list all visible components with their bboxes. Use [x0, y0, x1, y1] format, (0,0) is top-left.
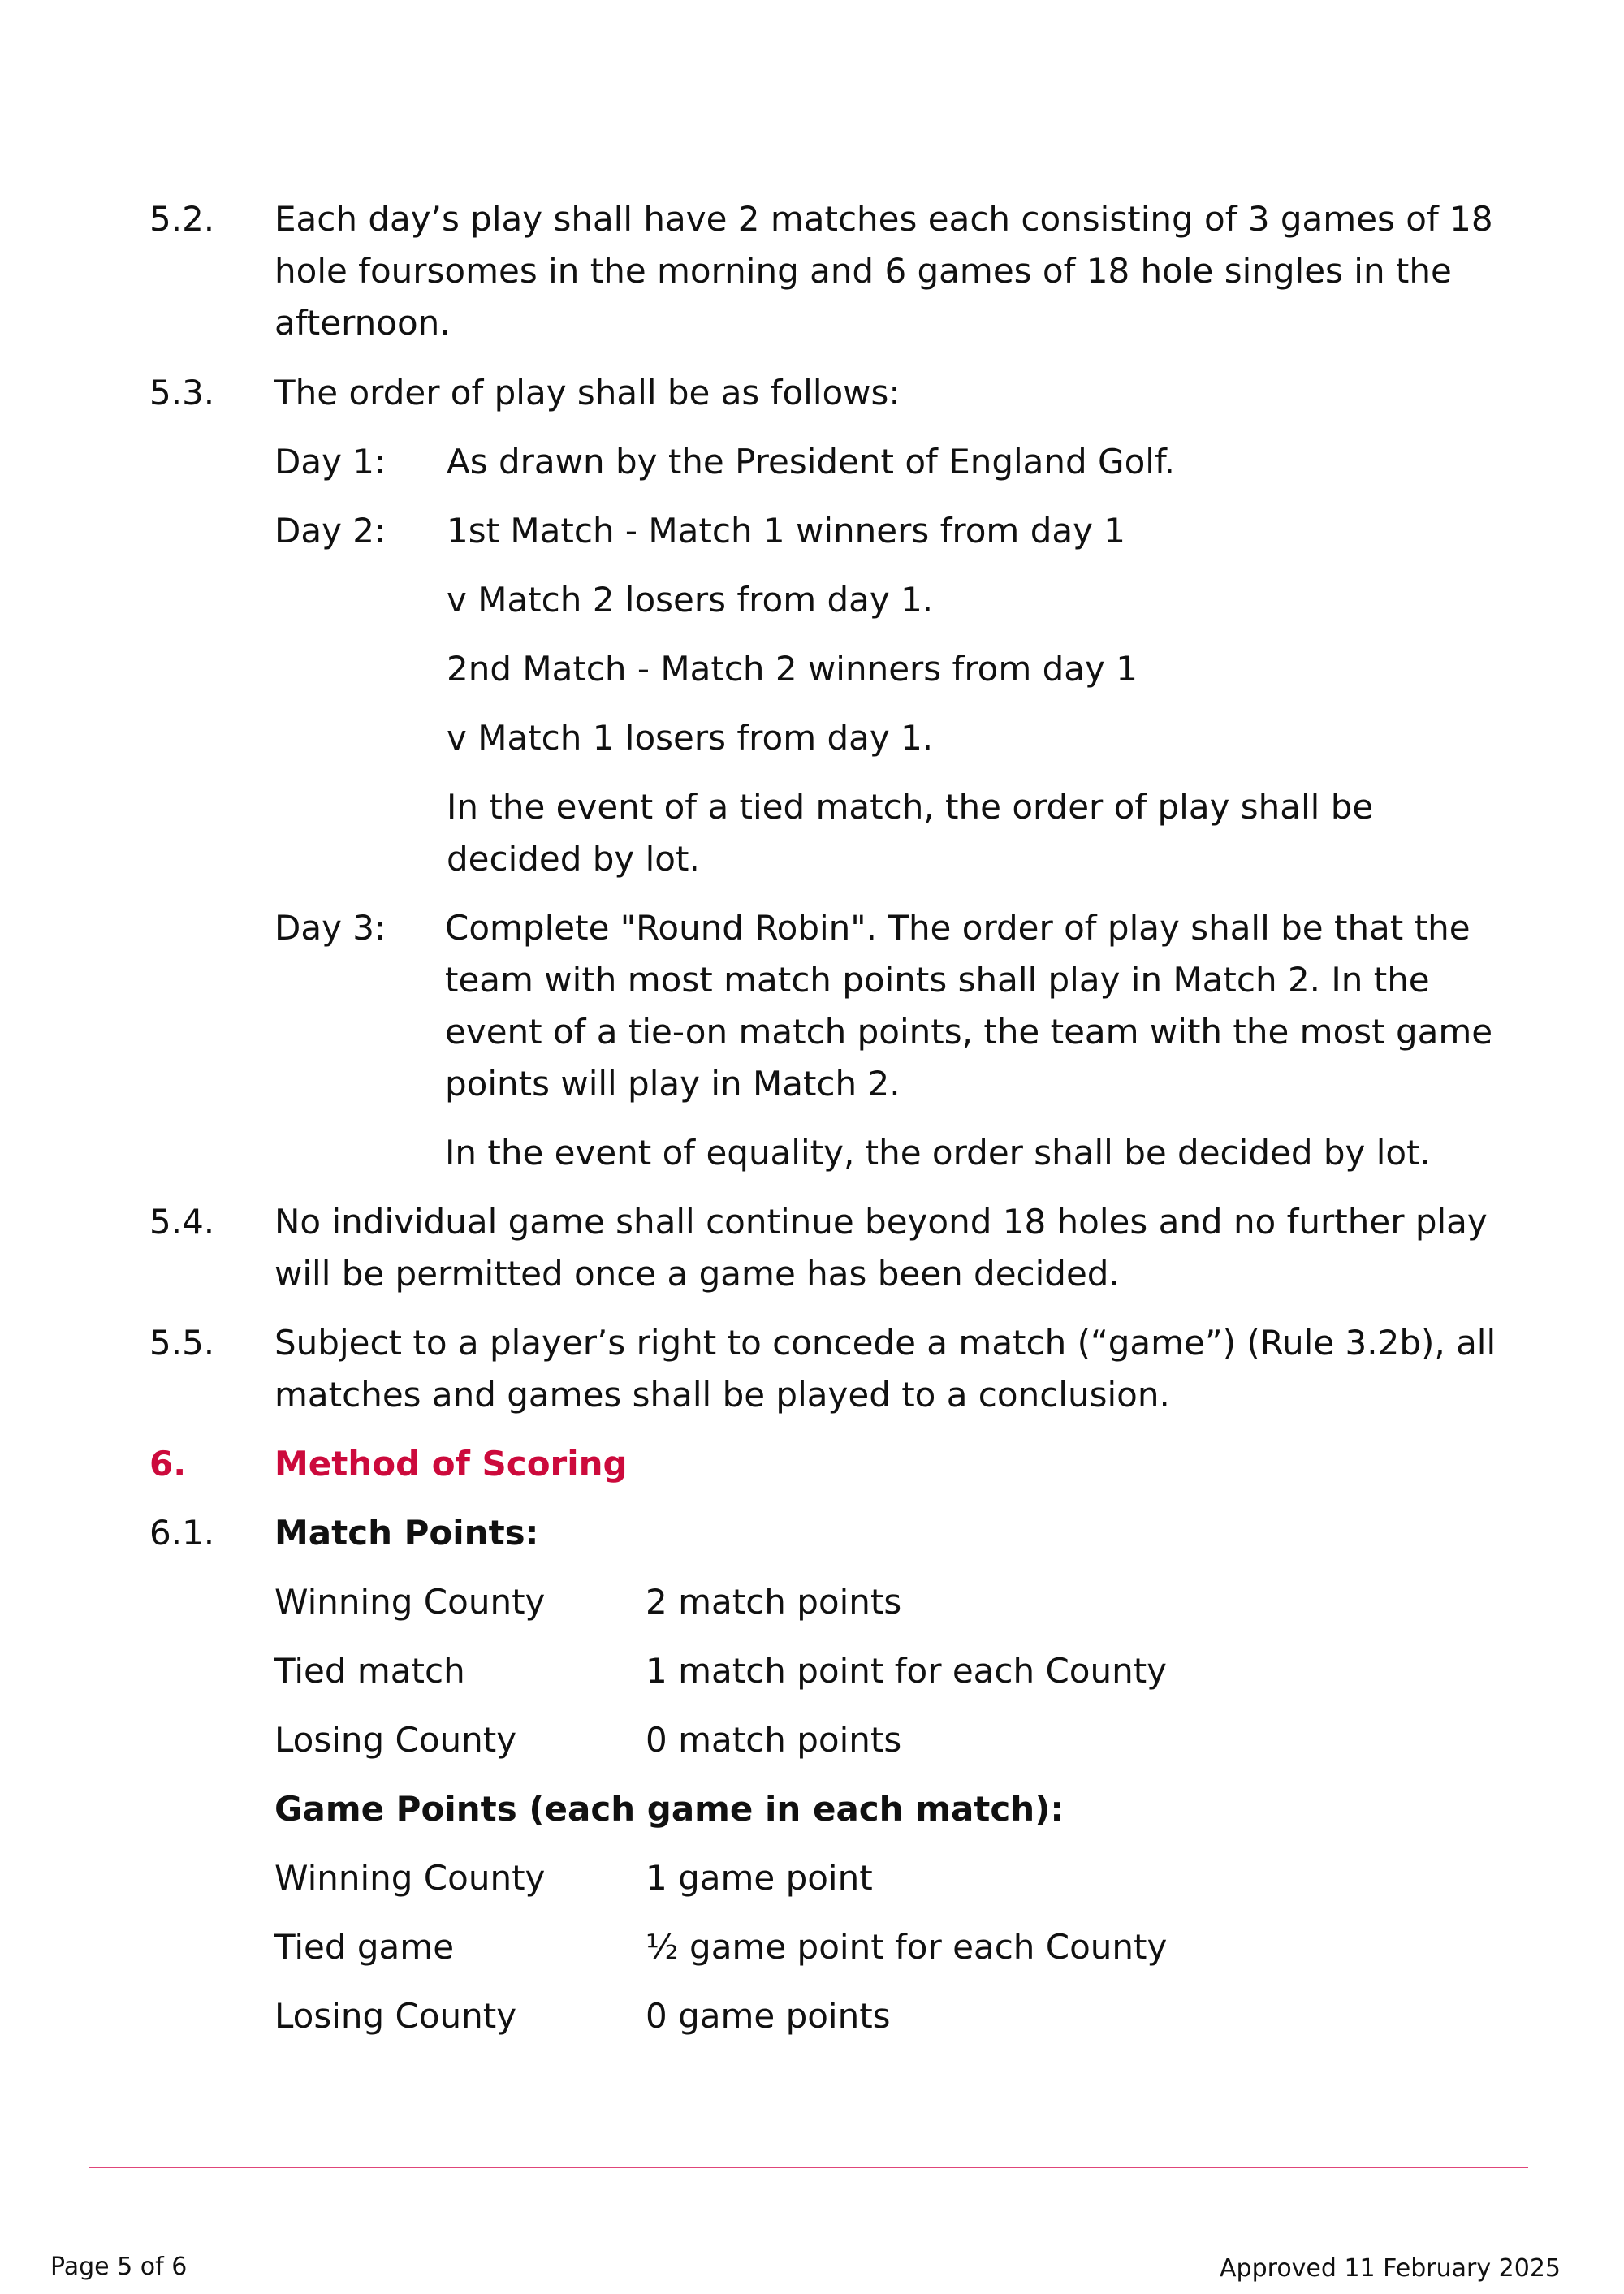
day-2-line-4: v Match 1 losers from day 1. — [447, 718, 934, 758]
section-5-5-line-1: Subject to a player’s right to concede a match (“game”) (Rule 3.2b), all — [274, 1323, 1497, 1363]
match-points-heading: Match Points: — [274, 1513, 539, 1553]
day-1-text: As drawn by the President of England Golf. — [447, 442, 1176, 482]
section-6-heading: Method of Scoring — [274, 1444, 628, 1484]
day-3-line-1: Complete "Round Robin". The order of play shall be that the — [445, 908, 1471, 948]
footer-page-number: Page 5 of 6 — [50, 2253, 188, 2281]
match-row-label: Winning County — [274, 1582, 546, 1622]
section-5-5-line-2: matches and games shall be played to a conclusion. — [274, 1375, 1170, 1415]
game-row-value: ½ game point for each County — [646, 1927, 1168, 1967]
day-1-label: Day 1: — [274, 442, 387, 482]
day-2-line-3: 2nd Match - Match 2 winners from day 1 — [447, 649, 1138, 689]
day-3-equality: In the event of equality, the order shall be decided by lot. — [445, 1133, 1431, 1173]
section-5-3-text: The order of play shall be as follows: — [274, 373, 901, 413]
game-points-heading: Game Points (each game in each match): — [274, 1789, 1065, 1829]
day-2-line-1: 1st Match - Match 1 winners from day 1 — [447, 511, 1126, 551]
day-3-line-3: event of a tie-on match points, the team with the most game — [445, 1012, 1493, 1052]
game-row-label: Tied game — [274, 1927, 455, 1967]
section-number-5-2: 5.2. — [149, 199, 215, 239]
section-5-2-line-1: Each day’s play shall have 2 matches each consisting of 3 games of 18 — [274, 199, 1493, 239]
game-row-value: 1 game point — [646, 1858, 873, 1898]
day-2-label: Day 2: — [274, 511, 387, 551]
match-row-label: Losing County — [274, 1720, 517, 1760]
section-5-4-line-2: will be permitted once a game has been decided. — [274, 1254, 1120, 1294]
section-number-6: 6. — [149, 1444, 187, 1484]
day-2-tie-line-2: decided by lot. — [447, 839, 700, 879]
section-number-5-5: 5.5. — [149, 1323, 215, 1363]
footer-divider — [89, 2167, 1528, 2168]
game-row-label: Winning County — [274, 1858, 546, 1898]
day-3-line-2: team with most match points shall play in Match 2. In the — [445, 960, 1430, 1000]
day-2-line-2: v Match 2 losers from day 1. — [447, 580, 934, 620]
section-number-6-1: 6.1. — [149, 1513, 215, 1553]
match-row-label: Tied match — [274, 1651, 465, 1691]
day-2-tie-line-1: In the event of a tied match, the order of play shall be — [447, 787, 1374, 827]
section-5-2-line-2: hole foursomes in the morning and 6 games of 18 hole singles in the — [274, 251, 1452, 291]
footer-approval-date: Approved 11 February 2025 — [1220, 2254, 1561, 2283]
game-row-value: 0 game points — [646, 1996, 891, 2036]
day-3-line-4: points will play in Match 2. — [445, 1064, 901, 1104]
match-row-value: 1 match point for each County — [646, 1651, 1168, 1691]
section-5-2-line-3: afternoon. — [274, 303, 451, 343]
match-row-value: 2 match points — [646, 1582, 902, 1622]
game-row-label: Losing County — [274, 1996, 517, 2036]
section-number-5-3: 5.3. — [149, 373, 215, 413]
section-5-4-line-1: No individual game shall continue beyond 18 holes and no further play — [274, 1202, 1488, 1242]
day-3-label: Day 3: — [274, 908, 387, 948]
section-number-5-4: 5.4. — [149, 1202, 215, 1242]
match-row-value: 0 match points — [646, 1720, 902, 1760]
